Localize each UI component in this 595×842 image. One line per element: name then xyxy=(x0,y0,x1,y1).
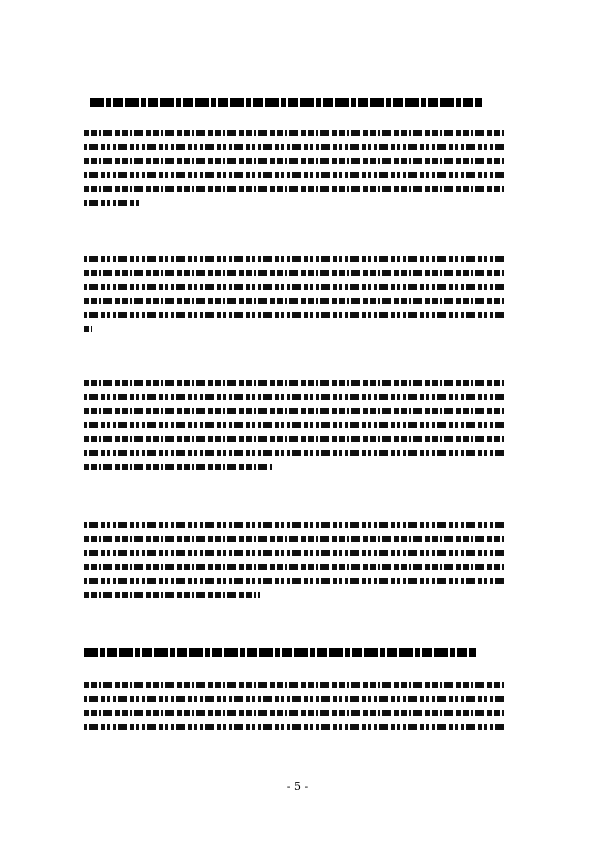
text-line xyxy=(84,564,504,570)
text-line xyxy=(84,186,504,192)
section-heading xyxy=(84,648,476,658)
paragraph xyxy=(84,130,504,214)
text-line xyxy=(84,724,504,730)
paragraph xyxy=(84,682,504,738)
text-line xyxy=(84,256,504,262)
text-line xyxy=(84,326,92,332)
paragraph xyxy=(84,380,504,478)
text-line xyxy=(84,436,504,442)
paragraph xyxy=(84,256,504,340)
page-number: - 5 - xyxy=(286,780,309,793)
text-line xyxy=(84,200,142,206)
text-line xyxy=(84,284,504,290)
text-line xyxy=(84,578,504,584)
text-line xyxy=(84,550,504,556)
text-line xyxy=(84,270,504,276)
text-line xyxy=(84,696,504,702)
text-line xyxy=(84,592,260,598)
text-line xyxy=(84,144,504,150)
section-heading-text xyxy=(90,98,482,107)
text-line xyxy=(84,380,504,386)
text-line xyxy=(84,536,504,542)
text-line xyxy=(84,710,504,716)
section-heading-text xyxy=(84,648,476,657)
text-line xyxy=(84,298,504,304)
text-line xyxy=(84,682,504,688)
text-line xyxy=(84,312,504,318)
text-line xyxy=(84,464,272,470)
text-line xyxy=(84,158,504,164)
text-line xyxy=(84,522,504,528)
text-line xyxy=(84,408,504,414)
paragraph xyxy=(84,522,504,606)
section-heading xyxy=(90,98,482,108)
text-line xyxy=(84,172,504,178)
text-line xyxy=(84,130,504,136)
text-line xyxy=(84,422,504,428)
text-line xyxy=(84,450,504,456)
text-line xyxy=(84,394,504,400)
